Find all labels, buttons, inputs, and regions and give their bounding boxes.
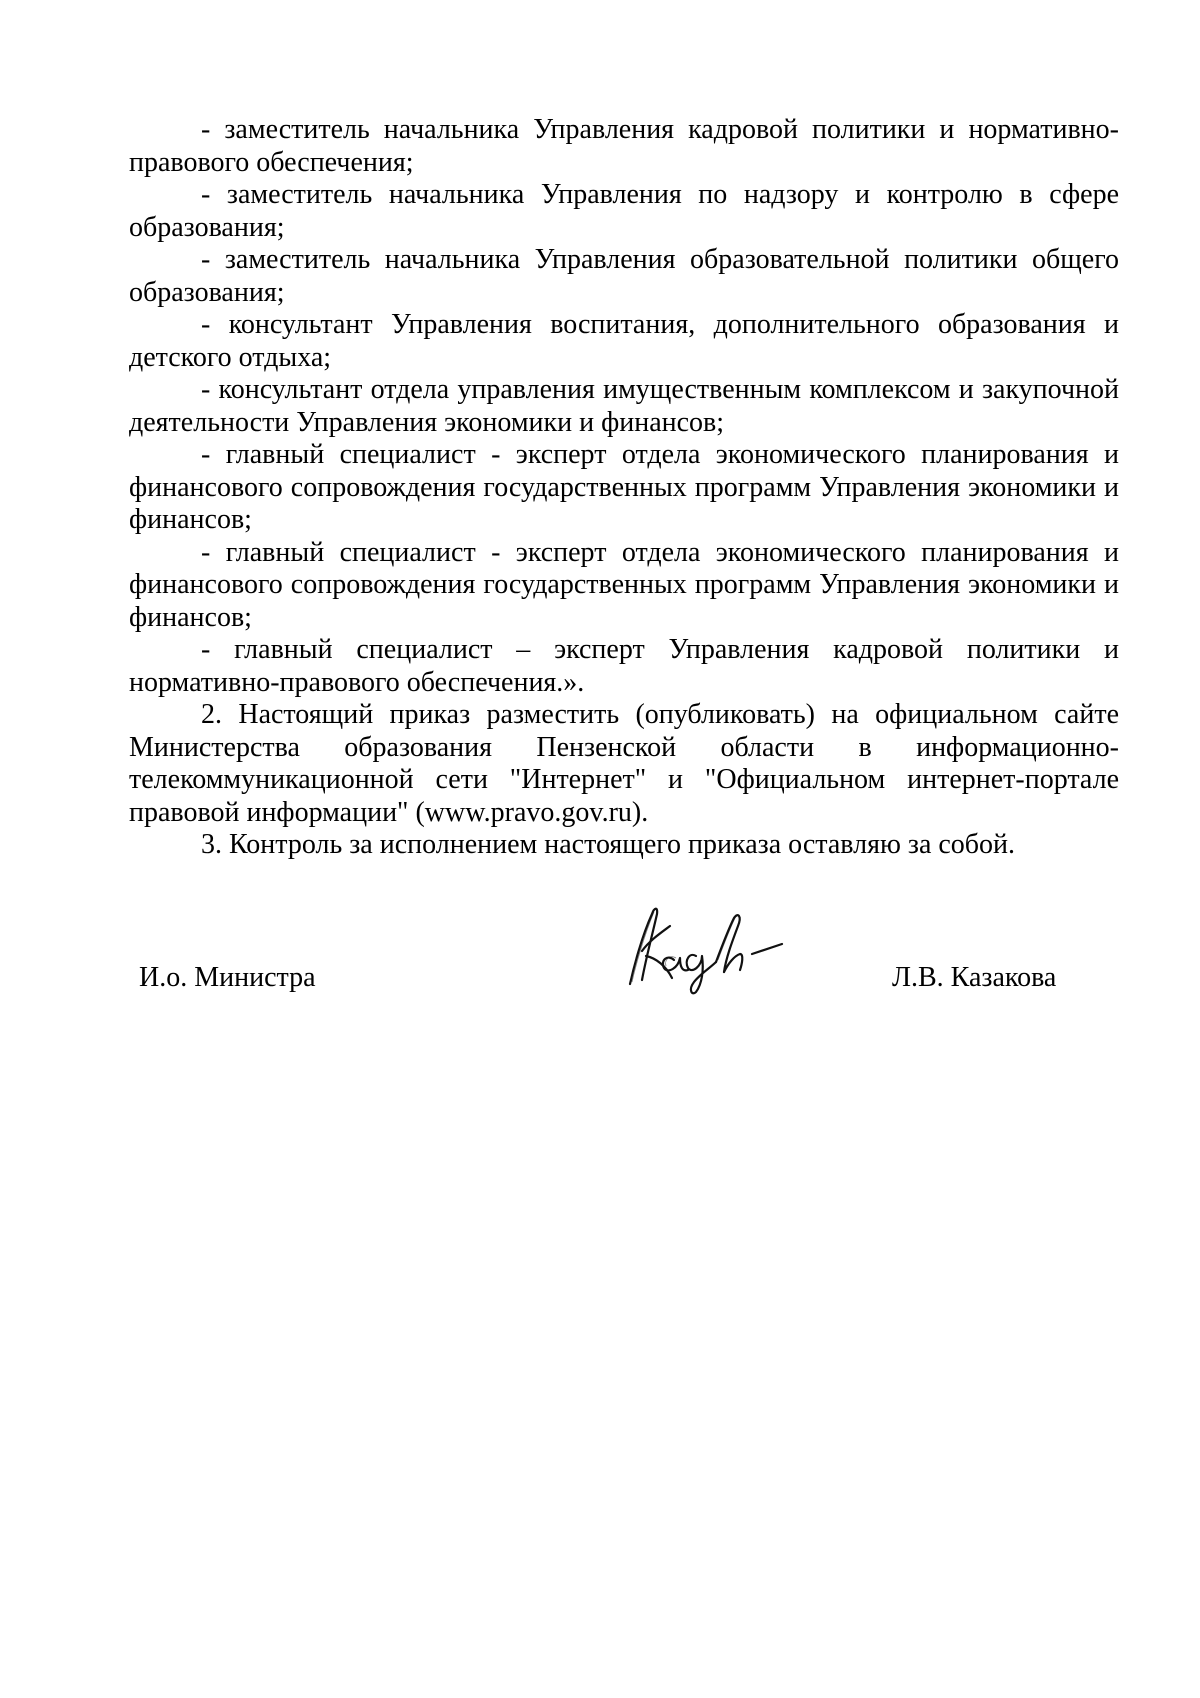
signatory-position: И.о. Министра [139, 962, 316, 993]
signatory-name: Л.В. Казакова [892, 962, 1057, 993]
list-item-chief-specialist-economic-1: - главный специалист - эксперт отдела экономического планирования и финансового сопровождения государственных программ Управления экономики и финансов; [129, 439, 1119, 535]
list-item-deputy-head-education-policy: - заместитель начальника Управления образовательной политики общего образования; [129, 244, 1119, 308]
list-item-consultant-upbringing: - консультант Управления воспитания, дополнительного образования и детского отдыха; [129, 309, 1119, 373]
document-body [129, 114, 1119, 862]
clause-publication: 2. Настоящий приказ разместить (опубликовать) на официальном сайте Министерства образования Пензенской области в информационно-телекоммуникационной сети "Интернет" и "Официальном интернет-портале правовой информации" (www.pravo.gov.ru). [129, 699, 1119, 828]
list-item-chief-specialist-hr: - главный специалист – эксперт Управления кадровой политики и нормативно-правового обеспечения.». [129, 634, 1119, 698]
list-item-deputy-head-supervision: - заместитель начальника Управления по надзору и контролю в сфере образования; [129, 179, 1119, 243]
list-item-deputy-head-hr-policy: - заместитель начальника Управления кадровой политики и нормативно-правового обеспечения; [129, 114, 1119, 178]
clause-control: 3. Контроль за исполнением настоящего приказа оставляю за собой. [201, 829, 1016, 860]
list-item-chief-specialist-economic-2: - главный специалист - эксперт отдела экономического планирования и финансового сопровождения государственных программ Управления экономики и финансов; [129, 536, 1119, 633]
list-item-consultant-property: - консультант отдела управления имущественным комплексом и закупочной деятельности Управления экономики и финансов; [129, 374, 1119, 438]
handwritten-signature [612, 896, 792, 996]
